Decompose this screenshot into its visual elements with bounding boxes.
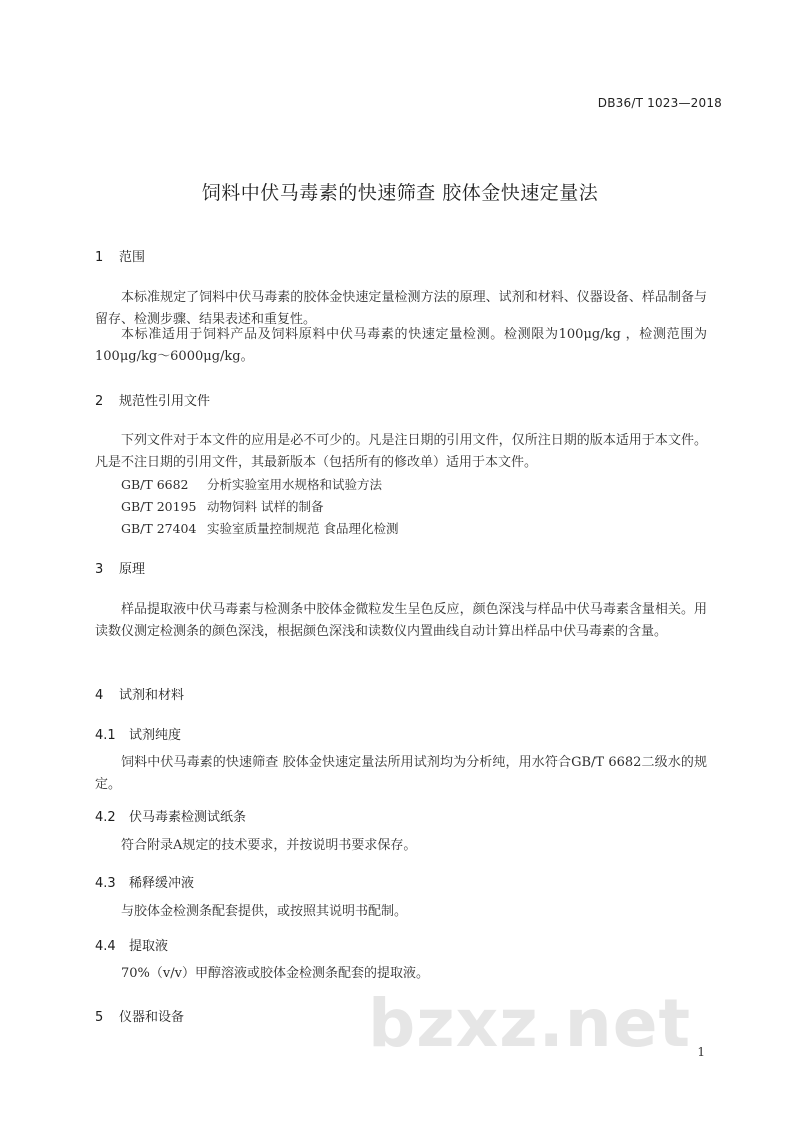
- section-number: 2: [95, 394, 104, 409]
- document-code: DB36/T 1023—2018: [597, 96, 722, 110]
- reference-code: GB/T 20195: [121, 499, 197, 514]
- section-4-heading: [95, 684, 184, 703]
- watermark: bzxz.net: [368, 985, 692, 1062]
- section-number: 3: [95, 562, 104, 577]
- section-title: 仪器和设备: [119, 1010, 185, 1025]
- subsection-4-4-heading: [95, 935, 168, 954]
- reference-item: [121, 519, 398, 537]
- reference-item: [121, 475, 382, 493]
- section-number: 4: [95, 688, 104, 703]
- reference-title: 动物饲料 试样的制备: [207, 499, 324, 514]
- section-3-heading: [95, 558, 145, 577]
- paragraph: 符合附录A规定的技术要求，并按说明书要求保存。: [121, 838, 417, 853]
- subsection-title: 提取液: [129, 939, 169, 954]
- paragraph: 70%（v/v）甲醇溶液或胶体金检测条配套的提取液。: [121, 966, 429, 981]
- subsection-4-3-heading: [95, 872, 194, 891]
- subsection-4-2-heading: [95, 806, 246, 825]
- paragraph: 饲料中伏马毒素的快速筛查 胶体金快速定量法所用试剂均为分析纯，用水符合GB/T 6682二级水的规定。: [95, 755, 707, 792]
- reference-code: GB/T 27404: [121, 521, 197, 536]
- paragraph: 与胶体金检测条配套提供，或按照其说明书配制。: [121, 904, 408, 919]
- reference-title: 分析实验室用水规格和试验方法: [207, 477, 383, 492]
- subsection-number: 4.1: [95, 728, 116, 743]
- section-title: 原理: [119, 562, 146, 577]
- section-number: 1: [95, 250, 104, 265]
- subsection-number: 4.2: [95, 810, 116, 825]
- subsection-number: 4.4: [95, 939, 116, 954]
- reference-title: 实验室质量控制规范 食品理化检测: [207, 521, 399, 536]
- subsection-title: 试剂纯度: [129, 728, 182, 743]
- subsection-number: 4.3: [95, 876, 116, 891]
- section-title: 试剂和材料: [119, 688, 185, 703]
- subsection-title: 稀释缓冲液: [129, 876, 195, 891]
- reference-code: GB/T 6682: [121, 477, 189, 492]
- section-number: 5: [95, 1010, 104, 1025]
- document-title: 饲料中伏马毒素的快速筛查 胶体金快速定量法: [201, 182, 599, 204]
- page-number: 1: [697, 1045, 705, 1059]
- section-title: 范围: [119, 250, 146, 265]
- section-2-heading: [95, 390, 210, 409]
- paragraph: 本标准规定了饲料中伏马毒素的胶体金快速定量检测方法的原理、试剂和材料、仪器设备、样品制备与留存、检测步骤、结果表述和重复性。: [95, 290, 707, 327]
- section-1-heading: [95, 246, 145, 265]
- paragraph: 本标准适用于饲料产品及饲料原料中伏马毒素的快速定量检测。检测限为100μg/kg ，检测范围为100μg/kg～6000μg/kg。: [95, 327, 707, 364]
- paragraph: 样品提取液中伏马毒素与检测条中胶体金微粒发生呈色反应，颜色深浅与样品中伏马毒素含量相关。用读数仪测定检测条的颜色深浅，根据颜色深浅和读数仪内置曲线自动计算出样品中伏马毒素的含量。: [95, 602, 707, 639]
- section-title: 规范性引用文件: [119, 394, 211, 409]
- subsection-title: 伏马毒素检测试纸条: [129, 810, 247, 825]
- reference-item: [121, 497, 323, 515]
- section-5-heading: [95, 1006, 184, 1025]
- subsection-4-1-heading: [95, 724, 181, 743]
- paragraph: 下列文件对于本文件的应用是必不可少的。凡是注日期的引用文件，仅所注日期的版本适用于本文件。凡是不注日期的引用文件，其最新版本（包括所有的修改单）适用于本文件。: [95, 433, 707, 470]
